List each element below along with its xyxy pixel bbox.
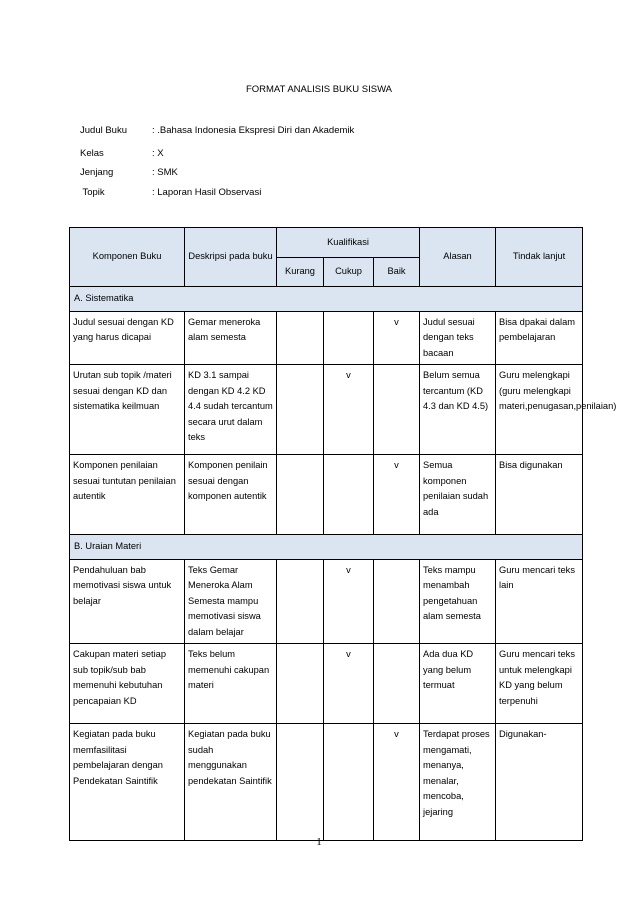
cell-deskripsi: Teks Gemar Meneroka Alam Semesta mampu memotivasi siswa dalam belajar	[185, 559, 277, 644]
meta-topik	[80, 187, 261, 198]
cell-alasan: Semua komponen penilaian sudah ada	[420, 455, 496, 535]
table-row	[70, 311, 583, 365]
cell-deskripsi: Gemar meneroka alam semesta	[185, 311, 277, 365]
page-title: FORMAT ANALISIS BUKU SISWA	[245, 84, 393, 95]
cell-alasan: Ada dua KD yang belum termuat	[420, 644, 496, 724]
cell-alasan: Terdapat proses mengamati, menanya, menalar, mencoba, jejaring	[420, 724, 496, 841]
cell-cukup	[324, 311, 374, 365]
header-kurang: Kurang	[277, 258, 324, 287]
cell-kurang	[277, 724, 324, 841]
header-kualifikasi: Kualifikasi	[277, 228, 420, 258]
cell-komponen: Kegiatan pada buku memfasilitasi pembelajaran dengan Pendekatan Saintifik	[70, 724, 185, 841]
cell-baik: v	[374, 311, 420, 365]
header-tindak-lanjut: Tindak lanjut	[496, 228, 583, 287]
cell-komponen: Judul sesuai dengan KD yang harus dicapai	[70, 311, 185, 365]
analysis-table	[69, 227, 617, 841]
header-baik: Baik	[374, 258, 420, 287]
cell-alasan: Belum semua tercantum (KD 4.3 dan KD 4.5)	[420, 365, 496, 455]
cell-tindak-lanjut: Digunakan-	[496, 724, 583, 841]
cell-kurang	[277, 644, 324, 724]
cell-tindak-lanjut: Guru melengkapi (guru melengkapi materi,penugasan,penilaian)	[496, 365, 583, 455]
meta-kelas	[80, 148, 164, 159]
cell-tindak-lanjut: Bisa dpakai dalam pembelajaran	[496, 311, 583, 365]
cell-cukup: v	[324, 644, 374, 724]
cell-cukup: v	[324, 559, 374, 644]
cell-deskripsi: Teks belum memenuhi cakupan materi	[185, 644, 277, 724]
cell-tindak-lanjut: Bisa digunakan	[496, 455, 583, 535]
page-number: 1	[316, 836, 322, 848]
cell-alasan: Teks mampu menambah pengetahuan alam semesta	[420, 559, 496, 644]
meta-key: Kelas	[80, 148, 104, 159]
cell-baik	[374, 559, 420, 644]
meta-key: Jenjang	[80, 167, 114, 178]
cell-kurang	[277, 365, 324, 455]
cell-deskripsi: Kegiatan pada buku sudah menggunakan pendekatan Saintifik	[185, 724, 277, 841]
cell-tindak-lanjut: Guru mencari teks lain	[496, 559, 583, 644]
meta-key: Topik	[80, 187, 105, 198]
section-b-label: B. Uraian Materi	[70, 535, 583, 560]
cell-tindak-lanjut: Guru mencari teks untuk melengkapi KD yang belum terpenuhi	[496, 644, 583, 724]
cell-komponen: Pendahuluan bab memotivasi siswa untuk belajar	[70, 559, 185, 644]
cell-cukup	[324, 724, 374, 841]
meta-value: : SMK	[152, 167, 178, 178]
table-row	[70, 559, 583, 644]
cell-cukup: v	[324, 365, 374, 455]
header-deskripsi: Deskripsi pada buku	[185, 228, 277, 287]
meta-value: : X	[152, 148, 164, 159]
cell-kurang	[277, 311, 324, 365]
header-komponen: Komponen Buku	[70, 228, 185, 287]
cell-kurang	[277, 455, 324, 535]
header-alasan: Alasan	[420, 228, 496, 287]
cell-komponen: Komponen penilaian sesuai tuntutan penilaian autentik	[70, 455, 185, 535]
cell-deskripsi: KD 3.1 sampai dengan KD 4.2 KD 4.4 sudah tercantum secara urut dalam teks	[185, 365, 277, 455]
cell-baik: v	[374, 455, 420, 535]
meta-key: Judul Buku	[80, 125, 128, 136]
cell-komponen: Urutan sub topik /materi sesuai dengan KD dan sistematika keilmuan	[70, 365, 185, 455]
section-a-label: A. Sistematika	[70, 287, 583, 312]
cell-baik	[374, 644, 420, 724]
cell-baik	[374, 365, 420, 455]
meta-value: : Laporan Hasil Observasi	[152, 187, 262, 198]
table-row	[70, 455, 583, 535]
cell-cukup	[324, 455, 374, 535]
header-cukup: Cukup	[324, 258, 374, 287]
meta-value: : .Bahasa Indonesia Ekspresi Diri dan Akademik	[152, 125, 355, 136]
table-row	[70, 365, 583, 455]
cell-deskripsi: Komponen penilain sesuai dengan komponen autentik	[185, 455, 277, 535]
cell-baik: v	[374, 724, 420, 841]
cell-kurang	[277, 559, 324, 644]
meta-judul-buku	[80, 125, 354, 136]
cell-alasan: Judul sesuai dengan teks bacaan	[420, 311, 496, 365]
table-row	[70, 724, 583, 841]
table-row	[70, 644, 583, 724]
cell-komponen: Cakupan materi setiap sub topik/sub bab memenuhi kebutuhan pencapaian KD	[70, 644, 185, 724]
meta-jenjang	[80, 167, 178, 178]
